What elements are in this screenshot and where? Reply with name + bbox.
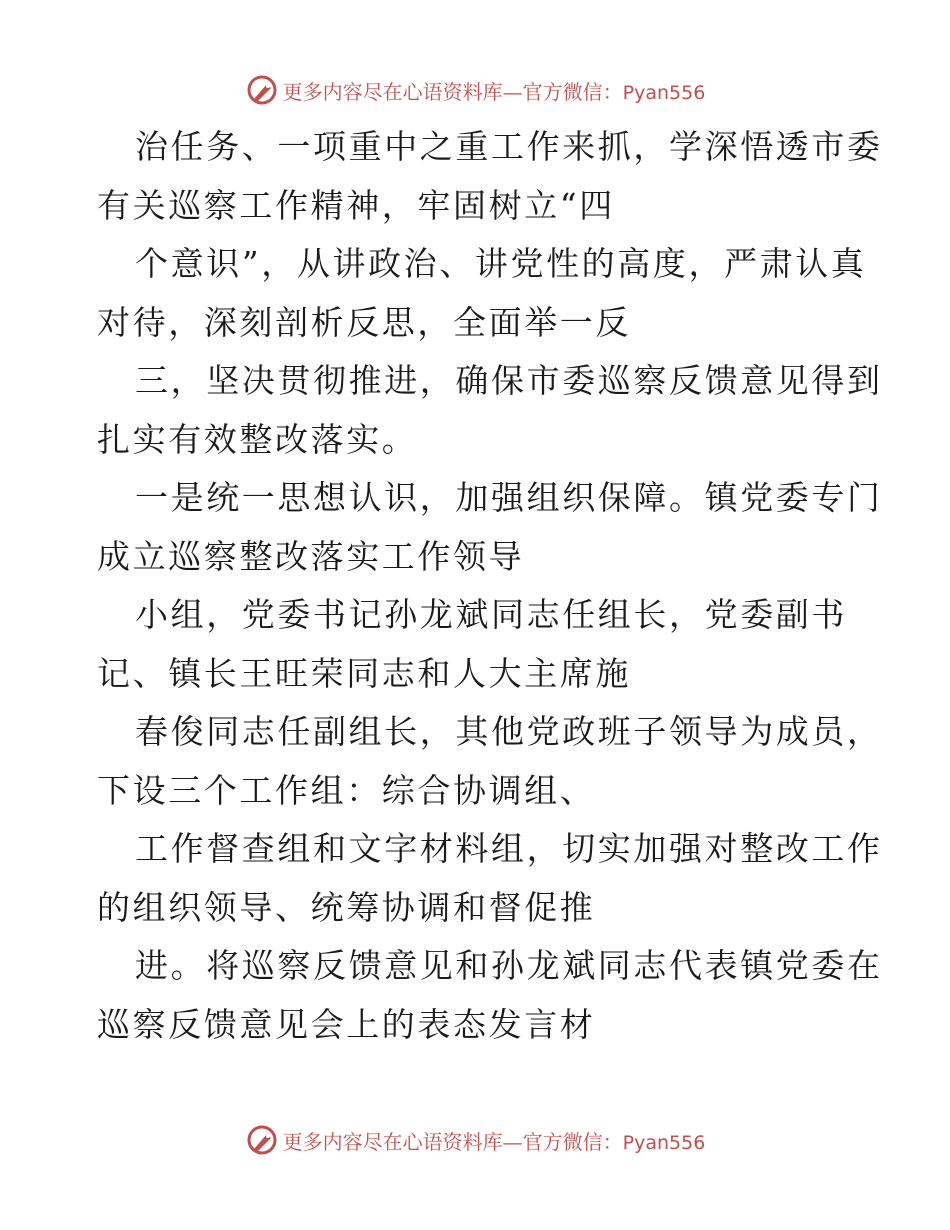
banner-handle: Pyan556	[622, 81, 706, 104]
text-line: 治任务、一项重中之重工作来抓，学深悟透市委	[135, 127, 883, 166]
banner-label: 更多内容尽在心语资料库—官方微信：	[282, 79, 623, 104]
text-line: 扎实有效整改落实。	[97, 419, 418, 459]
text-line: 巡察反馈意见会上的表态发言材	[97, 1004, 596, 1044]
pen-nib-seal-icon	[245, 1123, 279, 1157]
text-line: 个意识”，从讲政治、讲党性的高度，严肃认真	[135, 244, 867, 283]
text-line: 下设三个工作组：综合协调组、	[97, 770, 596, 810]
text-line: 小组，党委书记孙龙斌同志任组长，党委副书	[135, 595, 847, 634]
text-line: 有关巡察工作精神，牢固树立“四	[97, 185, 615, 225]
banner-handle: Pyan556	[622, 1131, 706, 1154]
text-line: 工作督查组和文字材料组，切实加强对整改工作	[135, 829, 883, 868]
banner-label: 更多内容尽在心语资料库—官方微信：	[282, 1129, 623, 1154]
text-line: 对待，深刻剖析反思，全面举一反	[97, 302, 631, 342]
text-line: 一是统一思想认识，加强组织保障。镇党委专门	[135, 478, 883, 517]
banner-text	[283, 76, 706, 105]
text-line: 成立巡察整改落实工作领导	[97, 536, 525, 576]
pen-nib-seal-icon	[245, 73, 279, 107]
document-body	[97, 118, 883, 1054]
text-line: 的组织领导、统筹协调和督促推	[97, 887, 596, 927]
footer-banner	[0, 1120, 950, 1160]
text-line: 三，坚决贯彻推进，确保市委巡察反馈意见得到	[135, 361, 883, 400]
banner-text	[283, 1126, 706, 1155]
header-banner	[0, 70, 950, 110]
text-line: 春俊同志任副组长，其他党政班子领导为成员，	[135, 712, 883, 751]
text-line: 进。将巡察反馈意见和孙龙斌同志代表镇党委在	[135, 946, 883, 985]
text-line: 记、镇长王旺荣同志和人大主席施	[97, 653, 631, 693]
